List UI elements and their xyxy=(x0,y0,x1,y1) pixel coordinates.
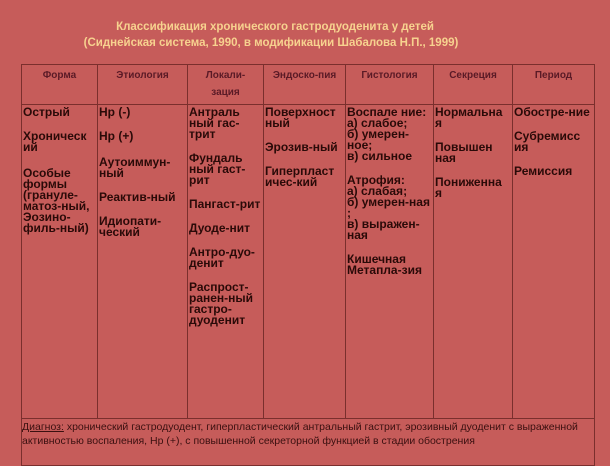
list-item: Ремиссия xyxy=(514,164,573,178)
header-secretion: Секреция xyxy=(434,65,513,105)
list-item: а) слабое; xyxy=(347,116,408,130)
list-item: Hp (+) xyxy=(99,129,134,143)
list-item: Хроническ ий xyxy=(23,129,87,154)
list-item: Повышен ная xyxy=(435,140,493,165)
header-etiology: Этиология xyxy=(98,65,188,105)
diagnosis-text: хронический гастродуодент, гиперпластический антральный гастрит, эрозивный дуоденит с выраженной активностью воспаления, Hp (+), с повышенной секреторной функцией в стадии обострения xyxy=(22,421,578,447)
list-item: Дуоде-нит xyxy=(189,221,251,235)
header-period: Период xyxy=(513,65,595,105)
cell-endoscopy xyxy=(264,105,346,419)
cell-localization xyxy=(188,105,264,419)
list-item: Обостре-ние xyxy=(514,105,590,119)
list-item: Воспале ние: xyxy=(347,105,427,119)
diagnosis-row xyxy=(22,419,595,466)
list-item: Аутоиммун-ный xyxy=(99,155,171,180)
list-item: Пониженна я xyxy=(435,175,502,200)
list-item: Hp (-) xyxy=(99,105,131,119)
header-localization xyxy=(188,65,264,105)
list-item: Нормальна я xyxy=(435,105,503,130)
list-item: Эрозив-ный xyxy=(265,140,338,154)
cell-period xyxy=(513,105,595,419)
page-title: Классификация хронического гастродуоденита у детей xyxy=(116,21,434,33)
list-item: Атрофия: xyxy=(347,173,405,187)
list-item: а) слабая; xyxy=(347,184,408,198)
list-item: б) умерен-ная ; xyxy=(347,195,430,220)
cell-form xyxy=(22,105,98,419)
list-item: Пангаст-рит xyxy=(189,197,261,211)
header-form: Форма xyxy=(22,65,98,105)
diagnosis-cell xyxy=(22,419,595,466)
classification-table xyxy=(21,64,595,466)
list-item: Реактив-ный xyxy=(99,190,176,204)
list-item: Кишечная Метапла-зия xyxy=(347,252,422,277)
table-body-row xyxy=(22,105,595,419)
header-endoscopy: Эндоско-пия xyxy=(264,65,346,105)
list-item: Фундаль ный гаст-рит xyxy=(189,151,246,187)
list-item: в) выражен-ная xyxy=(347,217,420,242)
list-item: Острый xyxy=(23,105,70,119)
list-item: б) умерен-ное; xyxy=(347,127,410,152)
cell-histology xyxy=(346,105,434,419)
list-item: Гиперпласт ичес-кий xyxy=(265,164,335,189)
list-item: в) сильное xyxy=(347,149,413,163)
cell-etiology xyxy=(98,105,188,419)
list-item: Поверхност ный xyxy=(265,105,336,130)
list-item: Идиопати-ческий xyxy=(99,214,162,239)
table-header-row xyxy=(22,65,595,105)
cell-secretion xyxy=(434,105,513,419)
list-item: Распрост-ранен-ный гастро-дуоденит xyxy=(189,280,254,327)
list-item: Субремисс ия xyxy=(514,129,581,154)
list-item: Антро-дуо-денит xyxy=(189,245,255,270)
list-item: Особые формы (грануле-матоз-ный, Эозино-филь-ный) xyxy=(23,166,90,235)
page-subtitle: (Сиднейская система, 1990, в модификации Шабалова Н.П., 1999) xyxy=(83,37,459,49)
list-item: Антраль ный гас-трит xyxy=(189,105,240,141)
header-localization-label: Локали-зация xyxy=(205,70,246,98)
header-histology: Гистология xyxy=(346,65,434,105)
diagnosis-label: Диагноз: xyxy=(22,421,64,433)
